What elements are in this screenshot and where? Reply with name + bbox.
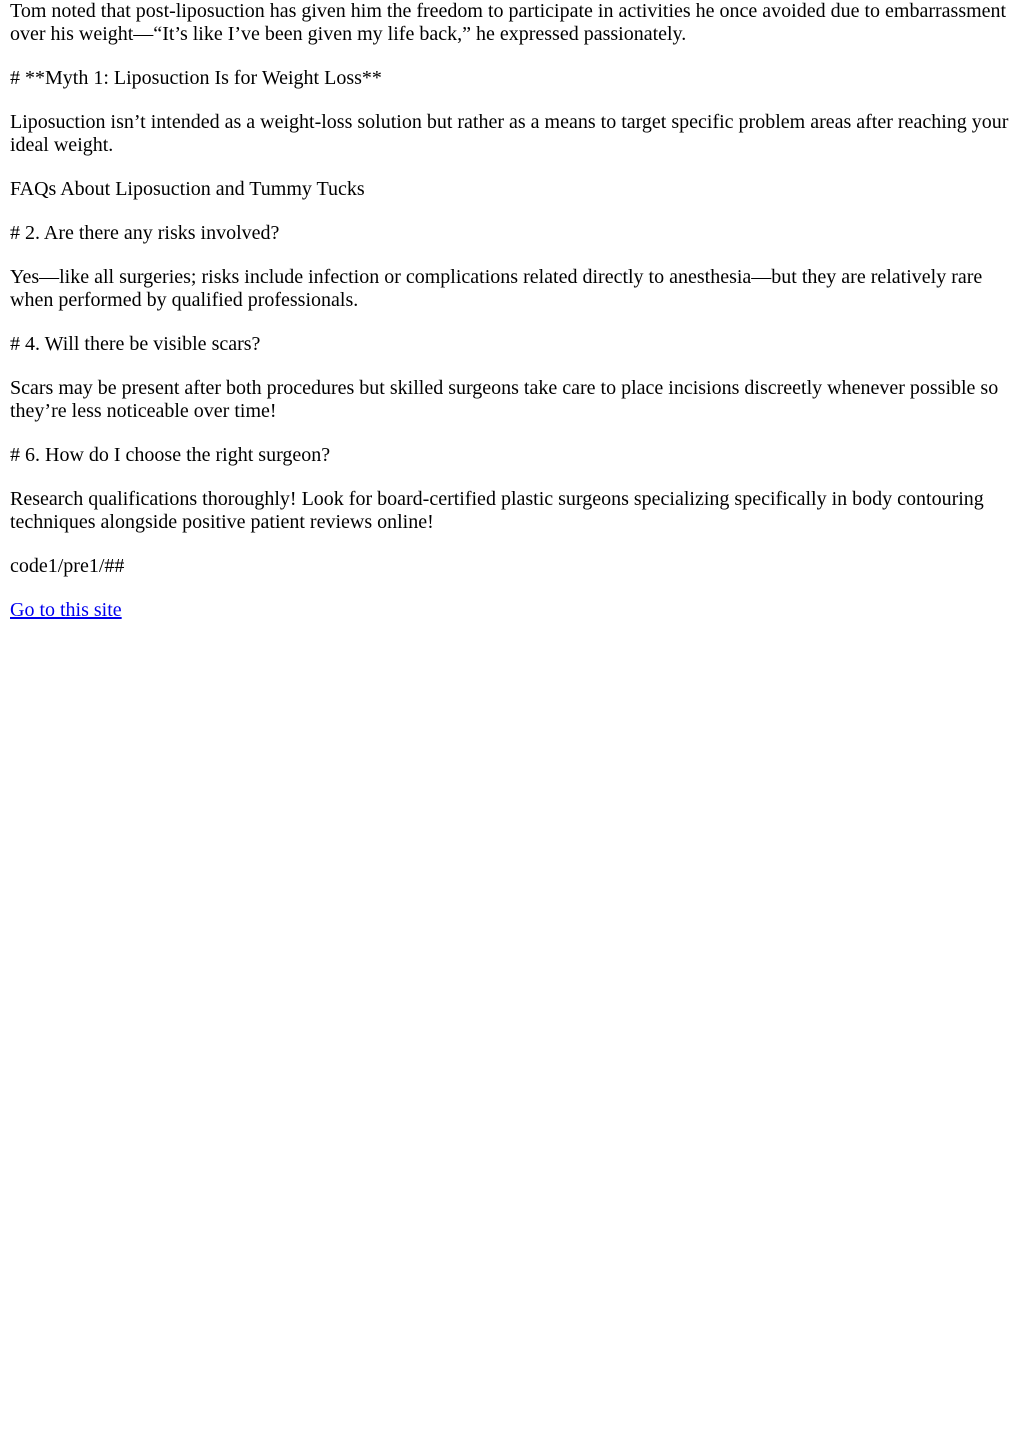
testimonial-paragraph: Tom noted that post-liposuction has given him the freedom to participate in activities he once avoided due to embarrassment over his weight—“It’s like I’ve been given my life back,” he expressed passionately. [10,0,1007,45]
go-to-site-link[interactable]: Go to this site [10,599,122,621]
article-body [10,0,1014,622]
faq-question-scars: # 4. Will there be visible scars? [10,333,261,355]
faq-question-risks: # 2. Are there any risks involved? [10,222,280,244]
myth-paragraph: Liposuction isn’t intended as a weight-loss solution but rather as a means to target specific problem areas after reaching your ideal weight. [10,111,1009,156]
link-paragraph [10,599,1014,622]
faq-answer-surgeon: Research qualifications thoroughly! Look for board-certified plastic surgeons specializing specifically in body contouring techniques alongside positive patient reviews online! [10,488,984,533]
myth-heading: # **Myth 1: Liposuction Is for Weight Loss** [10,67,382,89]
faq-section-title: FAQs About Liposuction and Tummy Tucks [10,178,365,200]
faq-answer-scars: Scars may be present after both procedures but skilled surgeons take care to place incisions discreetly whenever possible so they’re less noticeable over time! [10,377,999,422]
faq-answer-risks: Yes—like all surgeries; risks include infection or complications related directly to anesthesia—but they are relatively rare when performed by qualified professionals. [10,266,983,311]
faq-question-surgeon: # 6. How do I choose the right surgeon? [10,444,331,466]
code-artifact-text: code1/pre1/## [10,555,125,577]
